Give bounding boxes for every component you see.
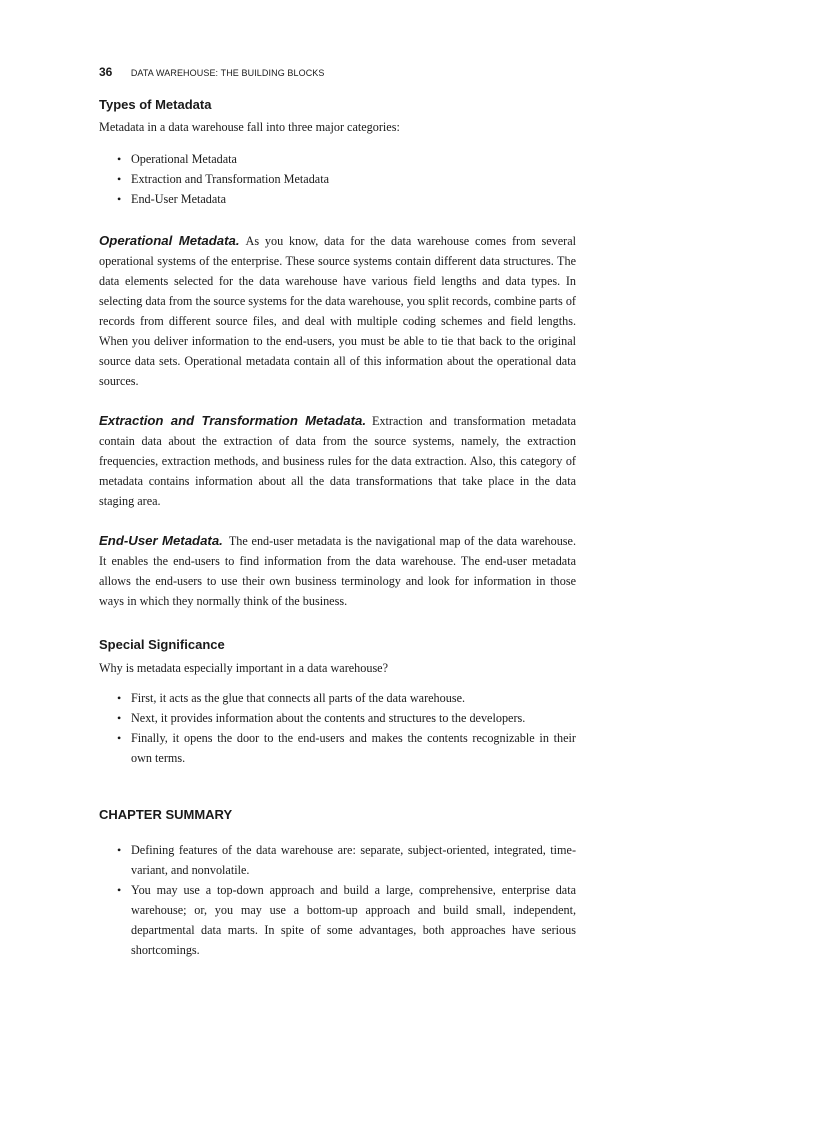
bullet-icon: • (117, 883, 122, 897)
paragraph-text: Extraction and transformation metadata contain data about the extraction of data from the source systems, namely, the extraction frequencies, extraction methods, and business rules for the data extraction. Also, this category of metadata contains information about all the data transformations that take place in the data staging area. (99, 414, 576, 508)
bullet-icon: • (117, 843, 122, 857)
paragraph-end-user-metadata (99, 531, 576, 611)
list-item: • First, it acts as the glue that connects all parts of the data warehouse. (99, 688, 576, 708)
list-item: • End-User Metadata (99, 189, 576, 209)
list-item: • Defining features of the data warehouse are: separate, subject-oriented, integrated, time-variant, and nonvolatile. (99, 840, 576, 880)
types-list (99, 149, 576, 209)
bullet-icon: • (117, 691, 122, 705)
significance-intro: Why is metadata especially important in a data warehouse? (99, 661, 389, 675)
types-intro: Metadata in a data warehouse fall into three major categories: (99, 120, 400, 134)
significance-list (99, 688, 576, 768)
paragraph-text: The end-user metadata is the navigational map of the data warehouse. It enables the end-users to find information from the data warehouse. The end-user metadata allows the end-users to use their own business terminology and look for information in those ways in which they normally think of the business. (99, 534, 576, 608)
run-in-heading-end-user: End-User Metadata. (99, 533, 223, 548)
list-item: • Next, it provides information about the contents and structures to the developers. (99, 708, 576, 728)
page-number: 36 (99, 65, 113, 79)
run-in-heading-extraction: Extraction and Transformation Metadata. (99, 413, 366, 428)
run-in-heading-operational: Operational Metadata. (99, 233, 240, 248)
list-item: • Operational Metadata (99, 149, 576, 169)
section-heading-special-significance: Special Significance (99, 637, 225, 652)
paragraph-operational-metadata (99, 231, 576, 391)
running-header (99, 63, 325, 81)
bullet-icon: • (117, 192, 122, 206)
list-item: • You may use a top-down approach and build a large, comprehensive, enterprise data warehouse; or, you may use a bottom-up approach and build small, independent, departmental data marts. In spite of some advantages, both approaches have serious shortcomings. (99, 880, 576, 960)
bullet-icon: • (117, 711, 122, 725)
page-content (99, 96, 576, 960)
chapter-summary-list (99, 840, 576, 960)
running-title: DATA WAREHOUSE: THE BUILDING BLOCKS (130, 68, 325, 78)
bullet-icon: • (117, 731, 122, 745)
bullet-icon: • (117, 152, 122, 166)
list-item: • Extraction and Transformation Metadata (99, 169, 576, 189)
section-heading-chapter-summary: CHAPTER SUMMARY (99, 807, 233, 822)
bullet-icon: • (117, 172, 122, 186)
section-heading-types-of-metadata: Types of Metadata (99, 97, 212, 112)
paragraph-extraction-metadata (99, 411, 576, 511)
paragraph-text: As you know, data for the data warehouse comes from several operational systems of the enterprise. These source systems contain different data structures. The data elements selected for the data warehouse have various field lengths and data types. In selecting data from the source systems for the data warehouse, you split records, combine parts of records from different source files, and deal with multiple coding schemes and field lengths. When you deliver information to the end-users, you must be able to tie that back to the original source data sets. Operational metadata contain all of this information about the operational data sources. (99, 234, 576, 388)
list-item: • Finally, it opens the door to the end-users and makes the contents recognizable in their own terms. (99, 728, 576, 768)
